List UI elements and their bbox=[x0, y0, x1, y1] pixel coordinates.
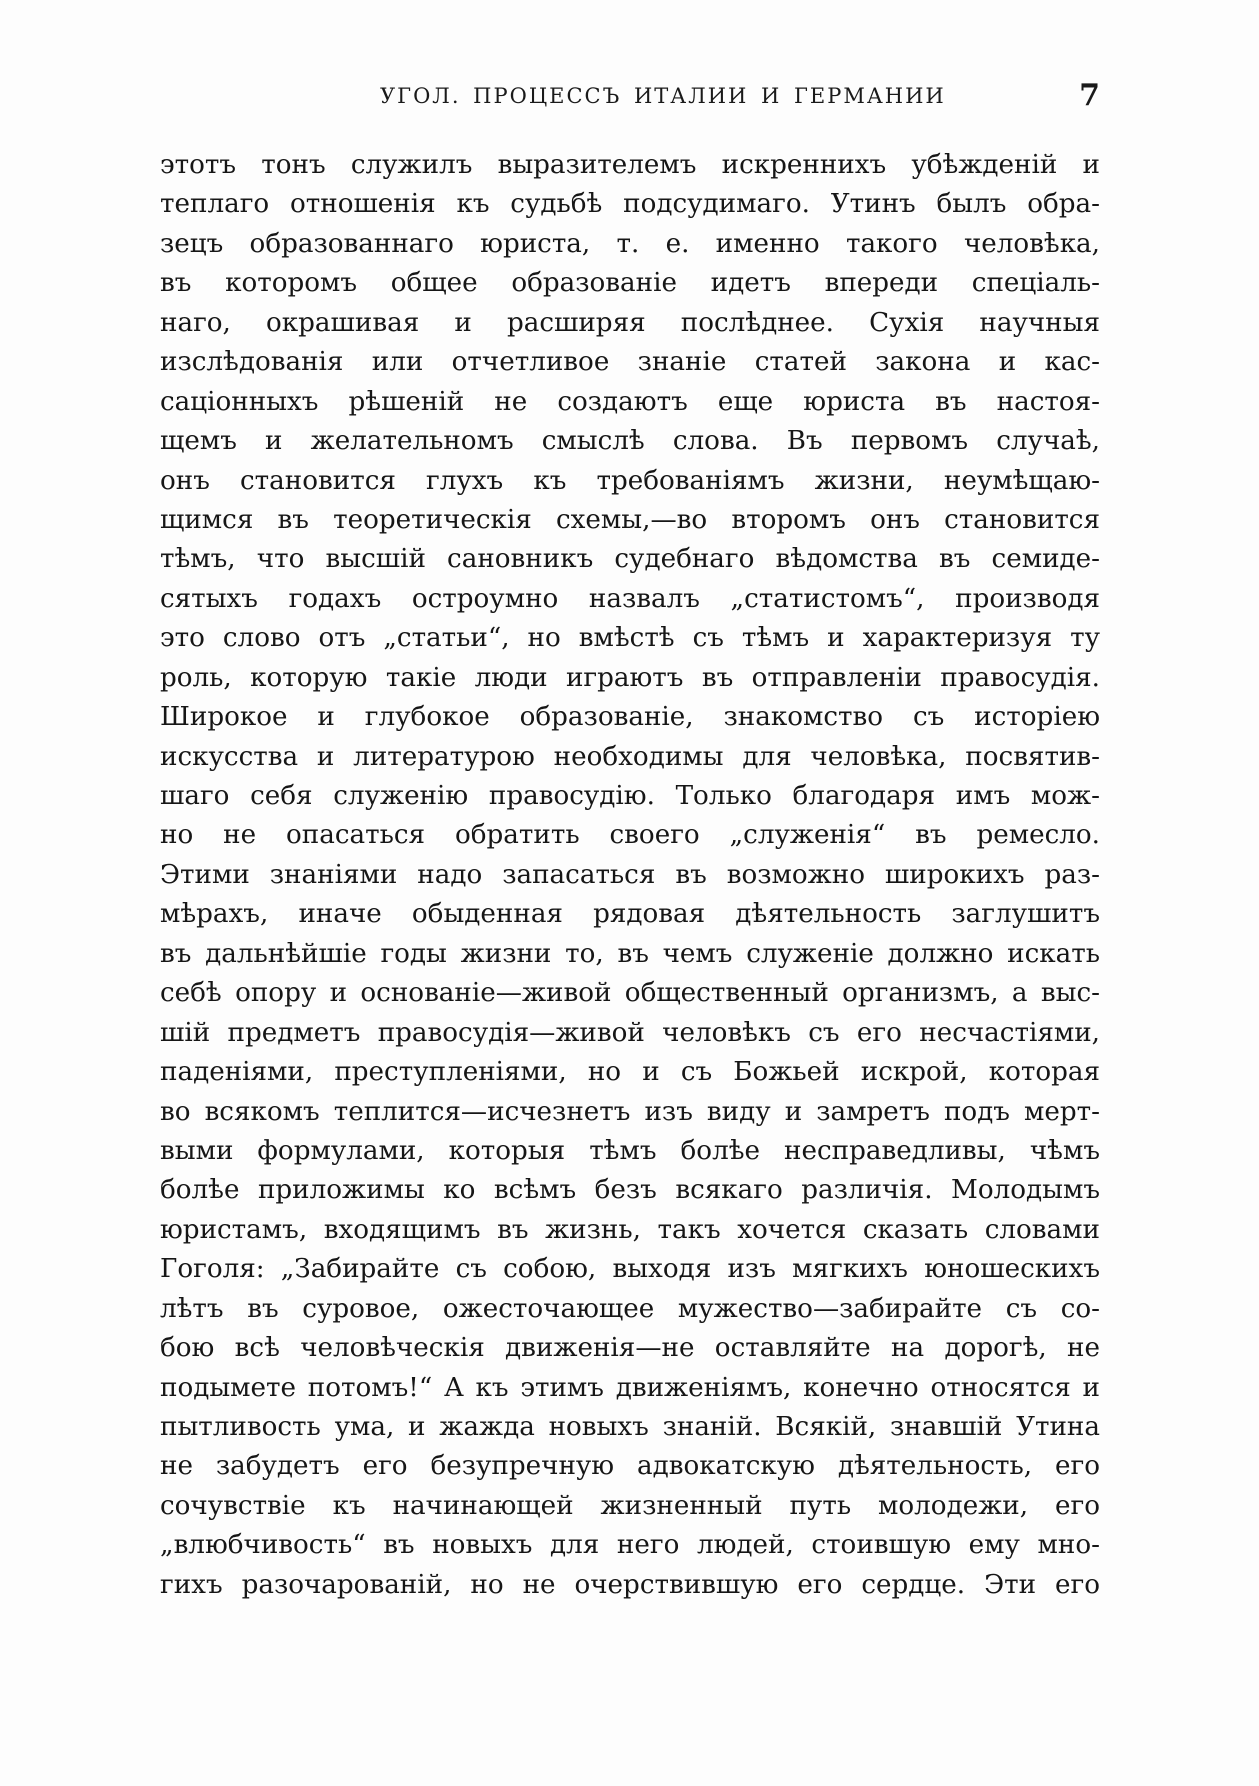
text-line: онъ становится глухъ къ требованіямъ жизни, неумѣщаю- bbox=[160, 465, 1100, 496]
text-line: шій предметъ правосудія—живой человѣкъ съ его несчастіями, bbox=[160, 1017, 1100, 1048]
text-line: Гоголя: „Забирайте съ собою, выходя изъ мягкихъ юношескихъ bbox=[160, 1254, 1100, 1285]
page-number: 7 bbox=[1079, 78, 1100, 113]
text-line: наго, окрашивая и расширяя послѣднее. Сухія научныя bbox=[160, 307, 1100, 338]
text-line: сочувствіе къ начинающей жизненный путь молодежи, его bbox=[160, 1490, 1100, 1521]
running-head bbox=[160, 78, 1100, 118]
text-line: въ дальнѣйшіе годы жизни то, въ чемъ служеніе должно искать bbox=[160, 938, 1100, 969]
text-line: „влюбчивость“ въ новыхъ для него людей, стоившую ему мно- bbox=[160, 1530, 1100, 1561]
text-line: этотъ тонъ служилъ выразителемъ искреннихъ убѣжденій и bbox=[160, 150, 1100, 180]
text-line: себѣ опору и основаніе—живой общественный организмъ, а выс- bbox=[160, 978, 1100, 1009]
text-line: шаго себя служенію правосудію. Только благодаря имъ мож- bbox=[160, 781, 1100, 811]
text-line: роль, которую такіе люди играютъ въ отправленіи правосудія. bbox=[160, 662, 1100, 693]
text-line: лѣтъ въ суровое, ожесточающее мужество—забирайте съ со- bbox=[160, 1293, 1100, 1324]
text-line: не забудетъ его безупречную адвокатскую дѣятельность, его bbox=[160, 1451, 1100, 1482]
text-line: юристамъ, входящимъ въ жизнь, такъ хочется сказать словами bbox=[160, 1214, 1100, 1245]
text-line: выми формулами, которыя тѣмъ болѣе несправедливы, чѣмъ bbox=[160, 1135, 1100, 1166]
text-line: паденіями, преступленіями, но и съ Божьей искрой, которая bbox=[160, 1057, 1100, 1088]
text-line: теплаго отношенія къ судьбѣ подсудимаго. Утинъ былъ обра- bbox=[160, 189, 1100, 220]
text-line: бою всѣ человѣческія движенія—не оставляйте на дорогѣ, не bbox=[160, 1333, 1100, 1364]
text-line: во всякомъ теплится—исчезнетъ изъ виду и замретъ подъ мерт- bbox=[160, 1096, 1100, 1127]
running-title: УГОЛ. ПРОЦЕССЪ ИТАЛИИ И ГЕРМАНИИ bbox=[380, 84, 946, 108]
text-line: Этими знаніями надо запасаться въ возможно широкихъ раз- bbox=[160, 859, 1100, 890]
text-line: тѣмъ, что высшій сановникъ судебнаго вѣдомства въ семиде- bbox=[160, 544, 1100, 575]
text-line: сятыхъ годахъ остроумно назвалъ „статистомъ“, производя bbox=[160, 583, 1100, 614]
body-text bbox=[160, 146, 1100, 1605]
text-line: искусства и литературою необходимы для человѣка, посвятив- bbox=[160, 741, 1100, 772]
text-line: зецъ образованнаго юриста, т. е. именно такого человѣка, bbox=[160, 228, 1100, 259]
text-line: саціонныхъ рѣшеній не создаютъ еще юриста въ настоя- bbox=[160, 386, 1100, 417]
text-line: это слово отъ „статьи“, но вмѣстѣ съ тѣмъ и характеризуя ту bbox=[160, 623, 1100, 654]
text-line: Широкое и глубокое образованіе, знакомство съ исторіею bbox=[160, 702, 1100, 733]
text-line: щимся въ теоретическія схемы,—во второмъ онъ становится bbox=[160, 504, 1100, 535]
text-line: подымете потомъ!“ А къ этимъ движеніямъ, конечно относятся и bbox=[160, 1372, 1100, 1403]
text-line: болѣе приложимы ко всѣмъ безъ всякаго различія. Молодымъ bbox=[160, 1175, 1100, 1206]
text-line: мѣрахъ, иначе обыденная рядовая дѣятельность заглушитъ bbox=[160, 899, 1100, 930]
text-line: но не опасаться обратить своего „служенія“ въ ремесло. bbox=[160, 820, 1100, 851]
text-line: пытливость ума, и жажда новыхъ знаній. Всякій, знавшій Утина bbox=[160, 1412, 1100, 1442]
text-line: въ которомъ общее образованіе идетъ впереди спеціаль- bbox=[160, 268, 1100, 299]
text-line: гихъ разочарованій, но не очерствившую его сердце. Эти его bbox=[160, 1569, 1100, 1600]
text-line: щемъ и желательномъ смыслѣ слова. Въ первомъ случаѣ, bbox=[160, 426, 1100, 457]
text-line: изслѣдованія или отчетливое знаніе статей закона и кас- bbox=[160, 347, 1100, 378]
